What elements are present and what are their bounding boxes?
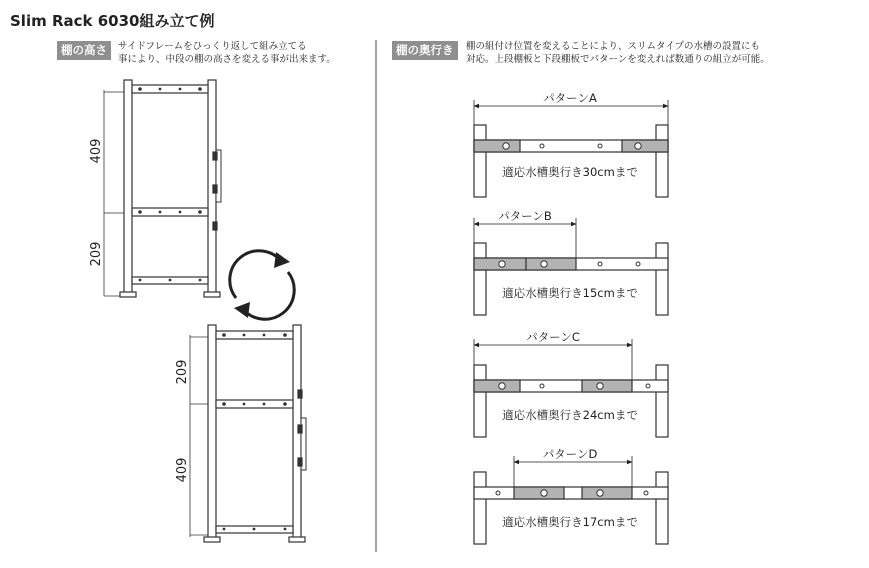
pattern-a-diagram	[474, 100, 668, 197]
rack2-bottom-dimension: 409	[175, 457, 190, 483]
pattern-a-caption: 適応水槽奥行き30cmまで	[502, 165, 638, 179]
pattern-b-diagram	[474, 218, 668, 315]
pattern-b-caption: 適応水槽奥行き15cmまで	[502, 286, 638, 300]
rack1-bottom-dimension: 209	[89, 241, 104, 267]
rack1-holes	[138, 87, 202, 281]
pattern-c-diagram	[474, 339, 668, 437]
height-description-line1: サイドフレームをひっくり返して組み立てる	[118, 41, 307, 52]
rack-diagram-2	[190, 325, 306, 542]
height-description-line2: 事により、中段の棚の高さを変える事が出来ます。	[118, 54, 336, 65]
depth-section-tag: 棚の奥行き	[392, 41, 458, 60]
pattern-d-caption: 適応水槽奥行き17cmまで	[502, 515, 638, 529]
rack2-top-dimension: 209	[175, 359, 190, 385]
pattern-a-label: パターンA	[543, 91, 597, 105]
rack2-holes	[222, 333, 287, 530]
pattern-d-diagram	[474, 456, 668, 544]
pattern-b-label: パターンB	[498, 209, 552, 223]
pattern-d-label: パターンD	[542, 447, 598, 461]
depth-description-line1: 棚の組付け位置を変えることにより、スリムタイプの水槽の設置にも	[466, 41, 761, 52]
pattern-c-label: パターンC	[526, 330, 580, 344]
depth-description-line2: 対応。上段棚板と下段棚板でパターンを変えれば数通りの組立が可能。	[466, 54, 770, 65]
height-section-tag: 棚の高さ	[57, 41, 111, 60]
rack-diagram-1	[104, 80, 221, 297]
page-title: Slim Rack 6030組み立て例	[10, 12, 215, 30]
rack1-top-dimension: 409	[89, 138, 104, 164]
pattern-c-caption: 適応水槽奥行き24cmまで	[502, 408, 638, 422]
